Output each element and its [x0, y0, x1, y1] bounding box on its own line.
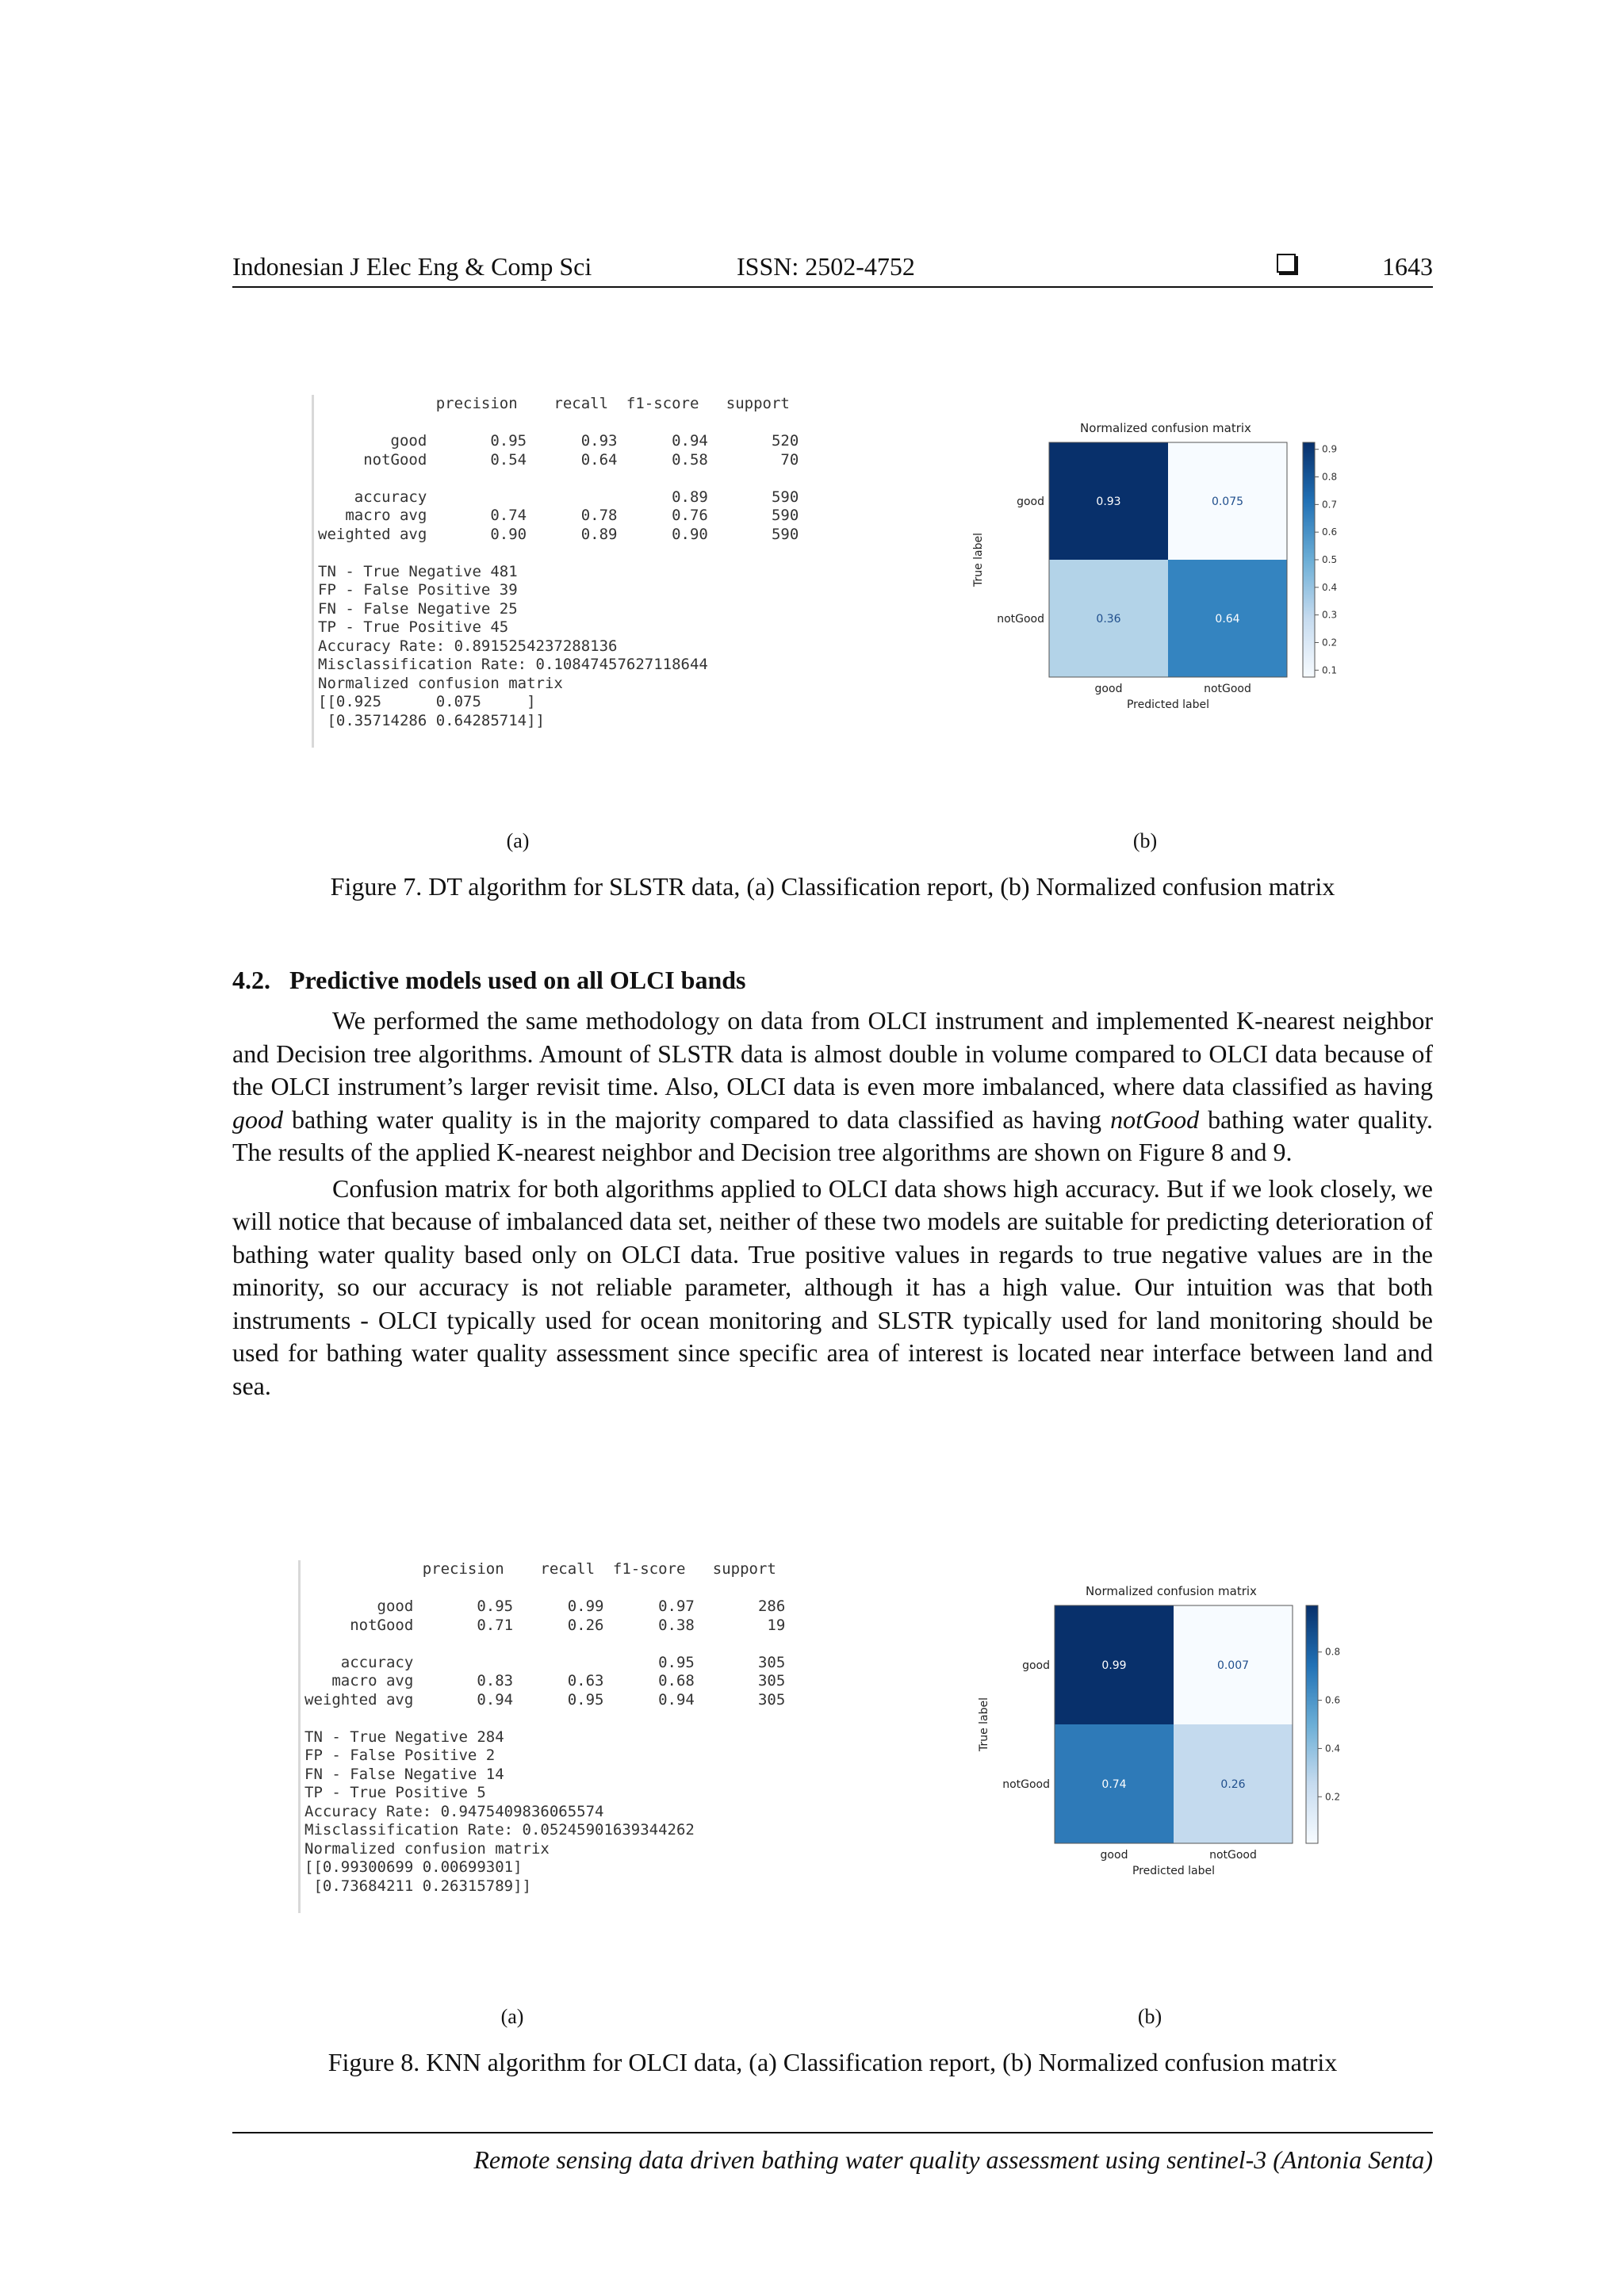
- colorbar-tick-label: 0.7: [1322, 499, 1338, 511]
- matrix-title: Normalized confusion matrix: [1086, 1584, 1257, 1598]
- colorbar-tick-label: 0.4: [1322, 581, 1338, 593]
- section-heading: 4.2. Predictive models used on all OLCI bands: [232, 966, 746, 994]
- footer-rule: [232, 2132, 1433, 2133]
- colorbar-tick-label: 0.3: [1322, 609, 1338, 621]
- subfigure-b-label: (b): [1137, 2005, 1162, 2028]
- row-label: good: [1017, 496, 1044, 508]
- report-text: precision recall f1-score support good 0.95 0.99 0.97 286 notGood 0.71 0.26 0.38 19 accuracy 0.95 305 macro avg 0.83 0.63 0.68 305 weighted avg 0.94 0.95 0.94 305 TN - True Negative 284 FP - False Positive 2 FN - False Negative 14 TP - True Positive 5 Accuracy Rate: 0.9475409836065574 Misclassification Rate: 0.05245901639344262 Normalized confusion matrix [[0.99300699 0.00699301] [0.73684211 0.26315789]]: [304, 1560, 786, 1895]
- cell-label: 0.075: [1211, 496, 1244, 508]
- y-axis-label: True label: [972, 532, 985, 587]
- subfigure-b-label: (b): [1132, 829, 1158, 852]
- emphasis-notgood: notGood: [1110, 1104, 1200, 1134]
- cell-label: 0.26: [1220, 1778, 1246, 1791]
- subfigure-a-label: (a): [506, 829, 530, 852]
- colorbar-tick-label: 0.8: [1322, 471, 1338, 483]
- body-text: [232, 1004, 1433, 1402]
- col-label: notGood: [1209, 1849, 1257, 1862]
- report-border: [312, 395, 314, 748]
- text-run: bathing water quality is in the majority compared to data classified as having: [283, 1104, 1111, 1134]
- text-run: We performed the same methodology on data from OLCI instrument and implemented K-nearest neighbor and Decision tree algorithms. Amount of SLSTR data is almost double in volume compared to OLCI data because of the OLCI instrument’s larger revisit time. Also, OLCI data is even more imbalanced, where data classified as having: [232, 1006, 1433, 1100]
- y-axis-label: True label: [978, 1697, 990, 1752]
- colorbar-tick-label: 0.8: [1325, 1646, 1341, 1658]
- colorbar: [1306, 1605, 1318, 1843]
- row-label: good: [1022, 1659, 1050, 1672]
- paragraph-1: [232, 1004, 1433, 1169]
- issn: ISSN: 2502-4752: [737, 252, 915, 281]
- cell-label: 0.74: [1101, 1778, 1127, 1791]
- text-run: bathing water quality. The results of the applied K-nearest neighbor and Decision tree algorithms are shown on Figure 8 and 9.: [232, 1104, 1434, 1166]
- report-text: precision recall f1-score support good 0.95 0.93 0.94 520 notGood 0.54 0.64 0.58 70 accuracy 0.89 590 macro avg 0.74 0.78 0.76 590 weighted avg 0.90 0.89 0.90 590 TN - True Negative 481 FP - False Positive 39 FN - False Negative 25 TP - True Positive 45 Accuracy Rate: 0.8915254237288136 Misclassification Rate: 0.10847457627118644 Normalized confusion matrix [[0.925 0.075 ] [0.35714286 0.64285714]]: [318, 395, 799, 729]
- cell-label: 0.93: [1096, 496, 1121, 508]
- row-label: notGood: [1002, 1778, 1050, 1791]
- colorbar-tick-label: 0.6: [1322, 526, 1338, 538]
- cell-label: 0.99: [1101, 1659, 1127, 1672]
- figure-7-caption: Figure 7. DT algorithm for SLSTR data, (a) Classification report, (b) Normalized confusion matrix: [330, 872, 1335, 901]
- header-rule: [232, 286, 1433, 288]
- col-label: good: [1094, 683, 1123, 695]
- colorbar-tick-label: 0.5: [1322, 554, 1338, 565]
- emphasis-good: good: [232, 1104, 283, 1134]
- page-header: [232, 252, 1433, 284]
- col-label: good: [1100, 1849, 1128, 1862]
- x-axis-label: Predicted label: [1126, 698, 1210, 711]
- colorbar: [1303, 442, 1315, 677]
- colorbar-tick-label: 0.2: [1322, 637, 1338, 649]
- running-footer: Remote sensing data driven bathing water quality assessment using sentinel-3 (Antonia Senta): [473, 2145, 1433, 2174]
- colorbar-tick-label: 0.2: [1325, 1791, 1341, 1803]
- page-number: 1643: [1382, 252, 1433, 281]
- cell-label: 0.007: [1216, 1659, 1250, 1672]
- figure-8-caption: Figure 8. KNN algorithm for OLCI data, (a) Classification report, (b) Normalized confusion matrix: [327, 2048, 1338, 2076]
- classification-report-fig7: [312, 395, 819, 748]
- journal-name: Indonesian J Elec Eng & Comp Sci: [232, 252, 592, 281]
- colorbar-ticks: [1318, 1647, 1340, 1803]
- row-label: notGood: [997, 613, 1044, 626]
- confusion-matrix-fig7: [952, 416, 1364, 729]
- colorbar-ticks: [1315, 444, 1337, 676]
- paragraph-2: Confusion matrix for both algorithms applied to OLCI data shows high accuracy. But if we look closely, we will notice that because of imbalanced data set, neither of these two models are suitable for predicting deterioration of bathing water quality based only on OLCI data. True positive values in regards to true negative values are in the minority, so our accuracy is not reliable parameter, although it has a high value. Our intuition was that both instruments - OLCI typically used for ocean monitoring and SLSTR typically used for land monitoring should be used for bathing water quality assessment since specific area of interest is located near interface between land and sea.: [232, 1173, 1433, 1400]
- cell-label: 0.36: [1096, 613, 1121, 626]
- subfigure-a-label: (a): [500, 2005, 524, 2028]
- confusion-matrix-fig8: [956, 1579, 1368, 1892]
- col-label: notGood: [1204, 683, 1251, 695]
- colorbar-tick-label: 0.1: [1322, 664, 1338, 676]
- cell-label: 0.64: [1215, 613, 1240, 626]
- x-axis-label: Predicted label: [1132, 1865, 1216, 1877]
- colorbar-tick-label: 0.4: [1325, 1743, 1341, 1755]
- matrix-title: Normalized confusion matrix: [1080, 421, 1251, 435]
- classification-report-fig8: [298, 1560, 806, 1913]
- colorbar-tick-label: 0.9: [1322, 443, 1338, 455]
- square-shadow-icon: [1277, 254, 1296, 273]
- report-border: [298, 1560, 301, 1913]
- colorbar-tick-label: 0.6: [1325, 1694, 1341, 1706]
